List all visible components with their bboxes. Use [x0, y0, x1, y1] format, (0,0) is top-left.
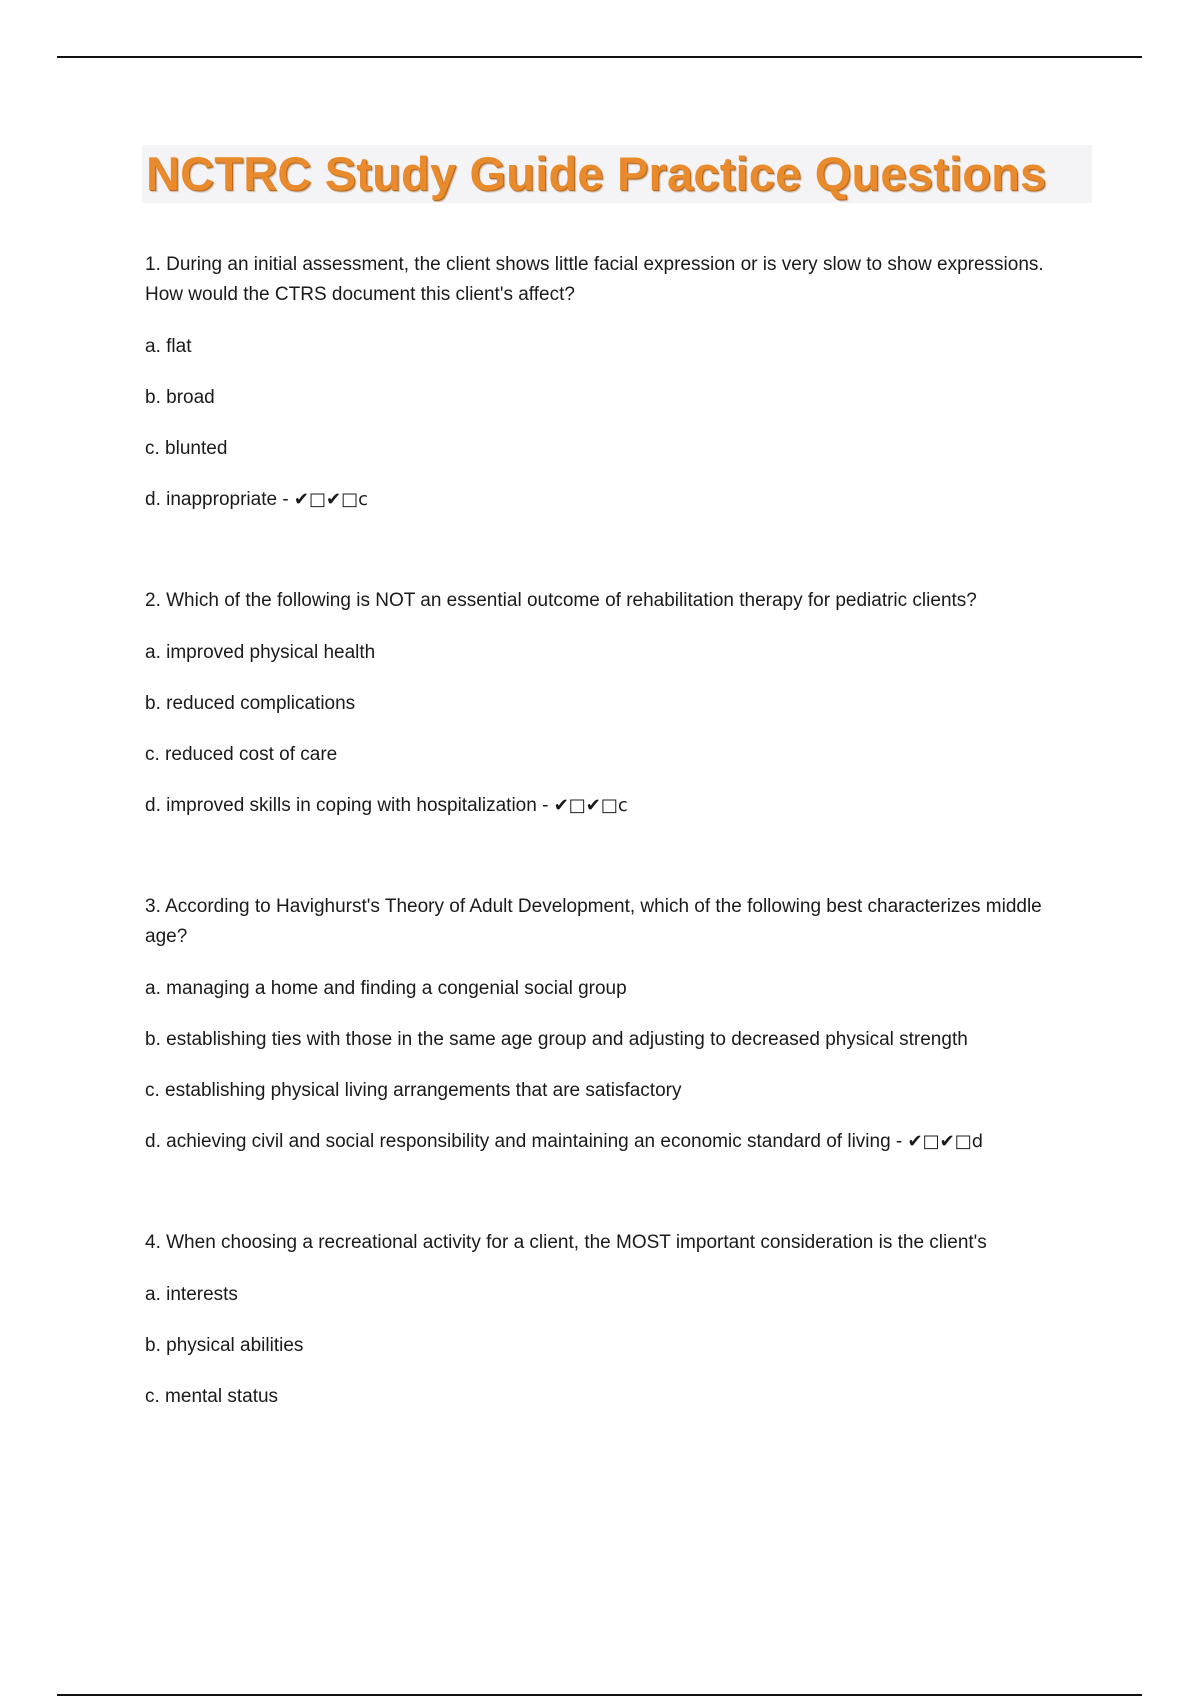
option-c: c. establishing physical living arrangements that are satisfactory [145, 1080, 682, 1101]
option-b: b. physical abilities [145, 1335, 304, 1356]
question-text: 4. When choosing a recreational activity for a client, the MOST important consideration is the client's [145, 1232, 987, 1253]
option-c: c. reduced cost of care [145, 744, 338, 765]
question-text: 3. According to Havighurst's Theory of Adult Development, which of the following best characterizes middle age? [145, 896, 1042, 947]
page-title: NCTRC Study Guide Practice Questions [146, 147, 1047, 200]
option-d-label: d. achieving civil and social responsibility and maintaining an economic standard of living - [145, 1131, 908, 1152]
footer-rule [57, 1694, 1142, 1696]
answer-key: ✔□✔□c [553, 795, 628, 816]
option-d [145, 791, 1075, 821]
option-c: c. mental status [145, 1386, 279, 1407]
option-b: b. establishing ties with those in the same age group and adjusting to decreased physical strength [145, 1029, 968, 1050]
option-a: a. managing a home and finding a congenial social group [145, 978, 627, 999]
question-4 [145, 1228, 1075, 1412]
option-d-label: d. inappropriate - [145, 489, 294, 510]
option-b: b. reduced complications [145, 693, 356, 714]
option-c: c. blunted [145, 438, 228, 459]
question-2 [145, 586, 1075, 821]
option-d-label: d. improved skills in coping with hospitalization - [145, 795, 554, 816]
answer-key: ✔□✔□c [293, 489, 368, 510]
question-list [145, 250, 1075, 1433]
question-text: 1. During an initial assessment, the client shows little facial expression or is very slow to show expressions. How would the CTRS document this client's affect? [145, 254, 1044, 305]
answer-key: ✔□✔□d [907, 1131, 984, 1152]
header-rule [57, 56, 1142, 58]
question-text: 2. Which of the following is NOT an essential outcome of rehabilitation therapy for pediatric clients? [145, 590, 977, 611]
option-b: b. broad [145, 387, 215, 408]
question-3 [145, 892, 1075, 1157]
option-d [145, 1127, 1075, 1157]
option-a: a. improved physical health [145, 642, 376, 663]
spacer [145, 842, 1075, 892]
question-1 [145, 250, 1075, 515]
option-a: a. flat [145, 336, 192, 357]
option-d [145, 485, 1075, 515]
spacer [145, 536, 1075, 586]
spacer [145, 1178, 1075, 1228]
option-a: a. interests [145, 1284, 238, 1305]
